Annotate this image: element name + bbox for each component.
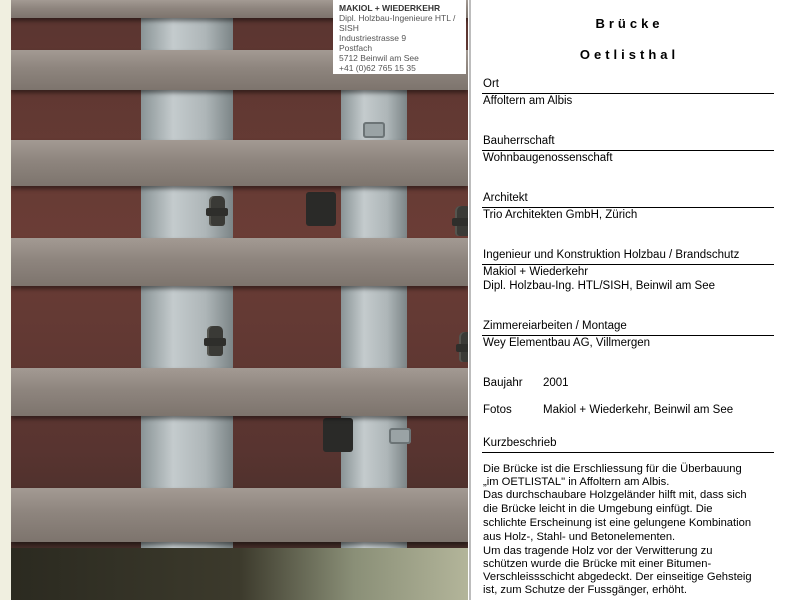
description-line: aus Holz-, Stahl- und Betonelementen. [483, 531, 676, 543]
wooden-plank [11, 488, 468, 542]
divider [482, 264, 774, 265]
ort-value: Affoltern am Albis [483, 95, 573, 107]
divider [482, 452, 774, 453]
steel-bracket [323, 418, 353, 452]
kurzbeschrieb-label: Kurzbeschrieb [483, 437, 557, 449]
bolt [459, 332, 468, 362]
address-line: Industriestrasse 9 [339, 33, 407, 43]
description-line: schützen wurde die Brücke mit einer Bitumen- [483, 558, 712, 570]
description-line: ist, zum Schutze der Fussgänger, erhöht. [483, 584, 687, 596]
company-name: MAKIOL + WIEDERKEHR [339, 3, 441, 13]
divider [482, 335, 774, 336]
nut [389, 428, 411, 444]
zimmerei-value: Wey Elementbau AG, Villmergen [483, 337, 651, 349]
steel-bracket [306, 192, 336, 226]
company-address-label [333, 0, 466, 74]
description-line: Das durchschaubare Holzgeländer hilft mit, dass sich [483, 489, 747, 501]
bridge-photo [11, 0, 468, 600]
zimmerei-label: Zimmereiarbeiten / Montage [483, 320, 627, 332]
page-title: Brücke [595, 16, 664, 31]
description-line: Die Brücke ist die Erschliessung für die Überbauung [483, 463, 742, 475]
nut [363, 122, 385, 138]
address-line: Postfach [339, 43, 373, 53]
architekt-value: Trio Architekten GmbH, Zürich [483, 209, 638, 221]
divider [482, 150, 774, 151]
fotos-label: Fotos [483, 404, 512, 416]
photo-ground [11, 548, 468, 600]
bolt [455, 206, 468, 236]
ort-label: Ort [483, 78, 499, 90]
description-line: Um das tragende Holz vor der Verwitterung zu [483, 545, 713, 557]
description-line: die Brücke leicht in die Umgebung einfügt. Die [483, 503, 713, 515]
address-line: 5712 Beinwil am See [339, 53, 419, 63]
description-line: „im OETLISTAL" in Affoltern am Albis. [483, 476, 670, 488]
fotos-value: Makiol + Wiederkehr, Beinwil am See [543, 404, 734, 416]
architekt-label: Architekt [483, 192, 528, 204]
address-line: SISH [339, 23, 359, 33]
ingenieur-value-line: Makiol + Wiederkehr [483, 266, 589, 278]
project-info-panel [471, 0, 800, 600]
wooden-plank [11, 238, 468, 286]
description-line: schlichte Erscheinung ist eine gelungene Kombination [483, 517, 752, 529]
baujahr-label: Baujahr [483, 377, 523, 389]
wooden-plank [11, 140, 468, 186]
ingenieur-value-line: Dipl. Holzbau-Ing. HTL/SISH, Beinwil am See [483, 280, 716, 292]
ingenieur-label: Ingenieur und Konstruktion Holzbau / Brandschutz [483, 249, 740, 261]
bolt [207, 326, 223, 356]
divider [482, 207, 774, 208]
baujahr-value: 2001 [543, 377, 569, 389]
address-line: Dipl. Holzbau-Ingenieure HTL / [339, 13, 456, 23]
description-line: Verschleissschicht abgedeckt. Der einseitige Gehsteig [483, 571, 752, 583]
bolt [209, 196, 225, 226]
page-subtitle: Oetlisthal [579, 47, 680, 62]
bauherrschaft-label: Bauherrschaft [483, 135, 555, 147]
bauherrschaft-value: Wohnbaugenossenschaft [483, 152, 613, 164]
phone-number: +41 (0)62 765 15 35 [339, 63, 416, 73]
wooden-plank [11, 368, 468, 416]
divider [482, 93, 774, 94]
